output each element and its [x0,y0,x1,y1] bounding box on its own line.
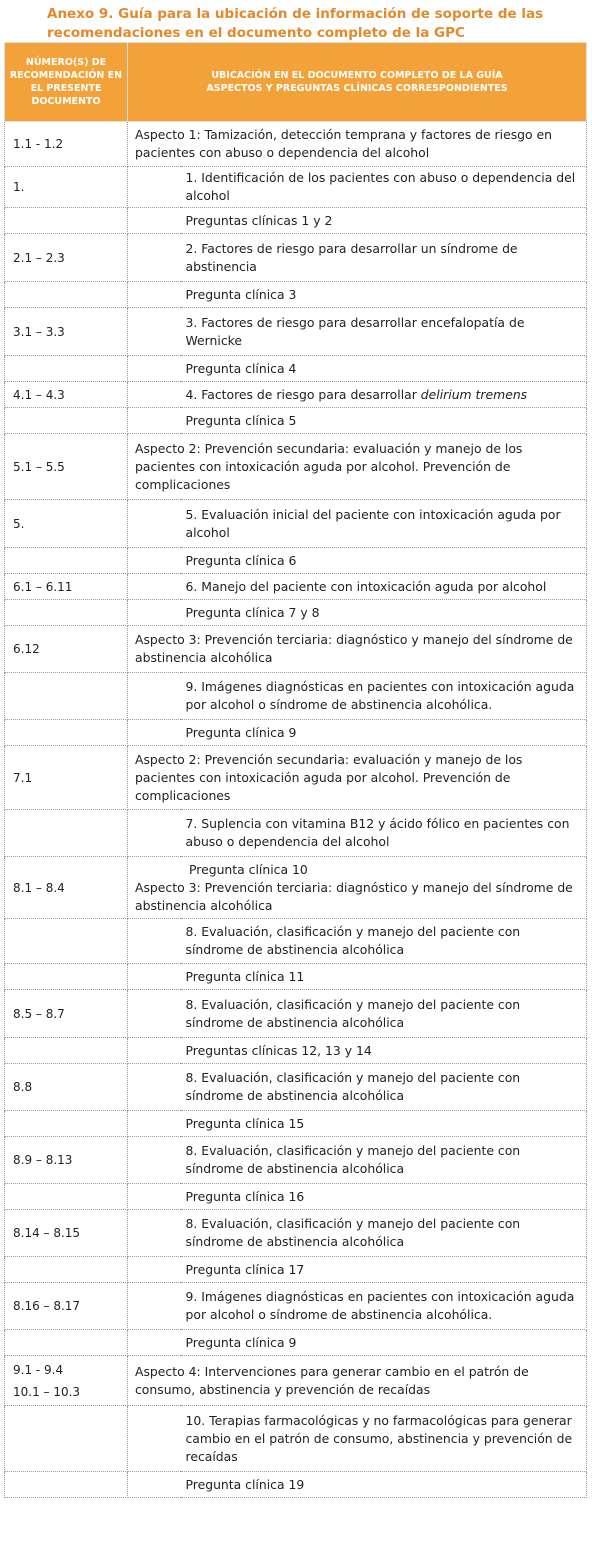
aspect-cell [128,857,587,919]
indent-cell [128,1064,181,1111]
header-location-line1: UBICACIÓN EN EL DOCUMENTO COMPLETO DE LA GUÍA [211,70,503,81]
recommendation-number: 1.1 - 1.2 [13,137,64,151]
table-row [5,356,587,382]
table-row [5,673,587,720]
page-title: Anexo 9. Guía para la ubicación de información de soporte de las recomendaciones en el documento completo de la GPC [47,6,544,41]
table-row [5,746,587,810]
table-row [5,1356,587,1406]
section-item: 5. Evaluación inicial del paciente con intoxicación aguda por alcohol [181,500,587,548]
indent-cell [128,1283,181,1330]
recommendation-number: 1. [13,180,25,194]
indent-cell [128,1137,181,1184]
table-row [5,1137,587,1184]
section-item: 8. Evaluación, clasificación y manejo del paciente con síndrome de abstinencia alcohólica [181,919,587,964]
clinical-question: Pregunta clínica 5 [181,408,587,434]
recommendation-number-cell [5,500,128,548]
header-document-location [128,43,587,122]
recommendation-number: 8.5 – 8.7 [13,1006,65,1021]
clinical-question: Pregunta clínica 16 [181,1184,587,1210]
indent-cell [128,208,181,234]
recommendation-number-cell [5,1184,128,1210]
section-item: 8. Evaluación, clasificación y manejo del paciente con síndrome de abstinencia alcohólica [181,1137,587,1184]
indent-cell [128,673,181,720]
section-item: 6. Manejo del paciente con intoxicación aguda por alcohol [181,574,587,600]
recommendation-number-cell [5,122,128,167]
clinical-question: Pregunta clínica 17 [181,1257,587,1283]
recommendation-number-cell [5,964,128,990]
section-item-emphasis: delirium tremens [420,386,528,402]
indent-cell [128,408,181,434]
indent-cell [128,1038,181,1064]
indent-cell [128,1472,181,1498]
recommendation-number-cell [5,990,128,1038]
recommendation-number: 8.9 – 8.13 [13,1153,73,1167]
recommendation-number: 7.1 [13,770,33,785]
table-row [5,810,587,857]
recommendation-number-cell [5,167,128,208]
indent-cell [128,919,181,964]
indent-cell [128,234,181,282]
table-row [5,382,587,408]
table-row [5,1472,587,1498]
recommendation-number-cell [5,574,128,600]
table-body [5,122,587,1498]
table-row [5,1257,587,1283]
recommendation-number: 2.1 – 2.3 [13,250,65,265]
recommendation-number-cell [5,810,128,857]
indent-cell [128,308,181,356]
recommendation-number-cell [5,600,128,626]
section-item: 10. Terapias farmacológicas y no farmacológicas para generar cambio en el patrón de consumo, abstinencia y prevención de recaídas [181,1406,587,1472]
indent-cell [128,574,181,600]
table-row [5,1184,587,1210]
indent-cell [128,548,181,574]
recommendation-number-cell [5,673,128,720]
recommendation-number-cell [5,1038,128,1064]
indent-cell [128,382,181,408]
recommendation-number: 9.1 - 9.4 [13,1362,64,1377]
table-row [5,990,587,1038]
recommendation-number: 6.12 [13,642,40,656]
recommendation-number-cell [5,1330,128,1356]
recommendation-number-cell [5,282,128,308]
recommendation-number: 8.1 – 8.4 [13,880,65,895]
indent-cell [128,600,181,626]
clinical-question: Pregunta clínica 7 y 8 [181,600,587,626]
indent-cell [128,167,181,208]
table-row [5,964,587,990]
clinical-question: Pregunta clínica 9 [181,1330,587,1356]
table-row [5,1330,587,1356]
section-item-text: 4. Factores de riesgo para desarrollar [185,386,421,402]
clinical-question: Pregunta clínica 19 [181,1472,587,1498]
table-row [5,857,587,919]
recommendation-number: 5. [13,516,25,531]
clinical-question: Pregunta clínica 10 [189,861,308,877]
recommendation-number: 8.14 – 8.15 [13,1226,81,1240]
indent-cell [128,1210,181,1257]
table-row [5,626,587,673]
section-item: 9. Imágenes diagnósticas en pacientes con intoxicación aguda por alcohol o síndrome de abstinencia alcohólica. [181,673,587,720]
table-row [5,919,587,964]
indent-cell [128,964,181,990]
table-row [5,167,587,208]
clinical-question: Pregunta clínica 6 [181,548,587,574]
recommendation-number-cell [5,1111,128,1137]
table-row [5,1038,587,1064]
section-item [181,382,587,408]
recommendation-number: 4.1 – 4.3 [13,387,65,402]
indent-cell [128,1257,181,1283]
section-item: 1. Identificación de los pacientes con abuso o dependencia del alcohol [181,167,587,208]
recommendation-number-cell [5,1472,128,1498]
aspect-text: Aspecto 2: Prevención secundaria: evaluación y manejo de los pacientes con intoxicación aguda por alcohol. Prevención de complicaciones [128,746,587,810]
section-item: 2. Factores de riesgo para desarrollar un síndrome de abstinencia [181,234,587,282]
recommendation-number-cell [5,308,128,356]
recommendation-number-cell [5,1406,128,1472]
recommendation-number: 8.16 – 8.17 [13,1299,81,1313]
table-row [5,308,587,356]
recommendation-number-cell [5,356,128,382]
table-row [5,122,587,167]
recommendation-number-cell [5,208,128,234]
aspect-text: Aspecto 1: Tamización, detección temprana y factores de riesgo en pacientes con abuso o dependencia del alcohol [128,122,587,167]
clinical-question: Pregunta clínica 15 [181,1111,587,1137]
recommendation-number: 5.1 – 5.5 [13,459,65,474]
header-location-line2: ASPECTOS Y PREGUNTAS CLÍNICAS CORRESPONDIENTES [206,83,508,94]
table-row [5,1210,587,1257]
recommendation-number-cell [5,1257,128,1283]
indent-cell [128,1406,181,1472]
table-row [5,208,587,234]
section-item: 7. Suplencia con vitamina B12 y ácido fólico en pacientes con abuso o dependencia del alcohol [181,810,587,857]
aspect-text: Aspecto 3: Prevención terciaria: diagnóstico y manejo del síndrome de abstinencia alcohólica [135,879,573,913]
recommendation-number-cell [5,720,128,746]
recommendation-number-cell [5,434,128,500]
recommendation-number: 6.1 – 6.11 [13,579,73,594]
indent-cell [128,1111,181,1137]
indent-cell [128,1330,181,1356]
table-row [5,1111,587,1137]
table-row [5,1064,587,1111]
recommendation-number: 3.1 – 3.3 [13,324,65,339]
table-row [5,500,587,548]
table-row [5,282,587,308]
indent-cell [128,810,181,857]
header-recommendation-number: NÚMERO(S) DE RECOMENDACIÓN EN EL PRESENTE DOCUMENTO [5,43,128,122]
table-row [5,720,587,746]
recommendation-number: 8.8 [13,1080,33,1094]
recommendation-number: 10.1 – 10.3 [13,1384,81,1399]
recommendation-number-cell [5,408,128,434]
clinical-question: Pregunta clínica 4 [181,356,587,382]
recommendation-number-cell [5,919,128,964]
section-item: 8. Evaluación, clasificación y manejo del paciente con síndrome de abstinencia alcohólica [181,1064,587,1111]
clinical-question: Preguntas clínicas 12, 13 y 14 [181,1038,587,1064]
table-row [5,1283,587,1330]
indent-cell [128,282,181,308]
indent-cell [128,1184,181,1210]
table-row [5,408,587,434]
recommendation-number-cell [5,1210,128,1257]
recommendation-number-cell [5,746,128,810]
aspect-text: Aspecto 2: Prevención secundaria: evaluación y manejo de los pacientes con intoxicación aguda por alcohol. Prevención de complicaciones [128,434,587,500]
recommendation-number-cell [5,234,128,282]
recommendation-number-cell [5,626,128,673]
aspect-text: Aspecto 4: Intervenciones para generar cambio en el patrón de consumo, abstinencia y prevención de recaídas [128,1356,587,1406]
clinical-question: Pregunta clínica 9 [181,720,587,746]
table-row [5,434,587,500]
recommendation-location-table [4,42,587,1498]
section-item: 8. Evaluación, clasificación y manejo del paciente con síndrome de abstinencia alcohólica [181,1210,587,1257]
recommendation-number-cell [5,857,128,919]
recommendation-number-cell [5,1137,128,1184]
recommendation-number-cell [5,548,128,574]
section-item: 8. Evaluación, clasificación y manejo del paciente con síndrome de abstinencia alcohólica [181,990,587,1038]
recommendation-number-cell [5,1064,128,1111]
clinical-question: Pregunta clínica 3 [181,282,587,308]
indent-cell [128,990,181,1038]
recommendation-number-cell [5,1283,128,1330]
clinical-question: Pregunta clínica 11 [181,964,587,990]
table-row [5,548,587,574]
aspect-text: Aspecto 3: Prevención terciaria: diagnóstico y manejo del síndrome de abstinencia alcohólica [128,626,587,673]
recommendation-number-cell [5,382,128,408]
indent-cell [128,356,181,382]
indent-cell [128,720,181,746]
section-item: 9. Imágenes diagnósticas en pacientes con intoxicación aguda por alcohol o síndrome de abstinencia alcohólica. [181,1283,587,1330]
section-item: 3. Factores de riesgo para desarrollar encefalopatía de Wernicke [181,308,587,356]
clinical-question: Preguntas clínicas 1 y 2 [181,208,587,234]
table-row [5,574,587,600]
indent-cell [128,500,181,548]
table-row [5,600,587,626]
table-row [5,1406,587,1472]
recommendation-number-cell [5,1356,128,1406]
table-row [5,234,587,282]
